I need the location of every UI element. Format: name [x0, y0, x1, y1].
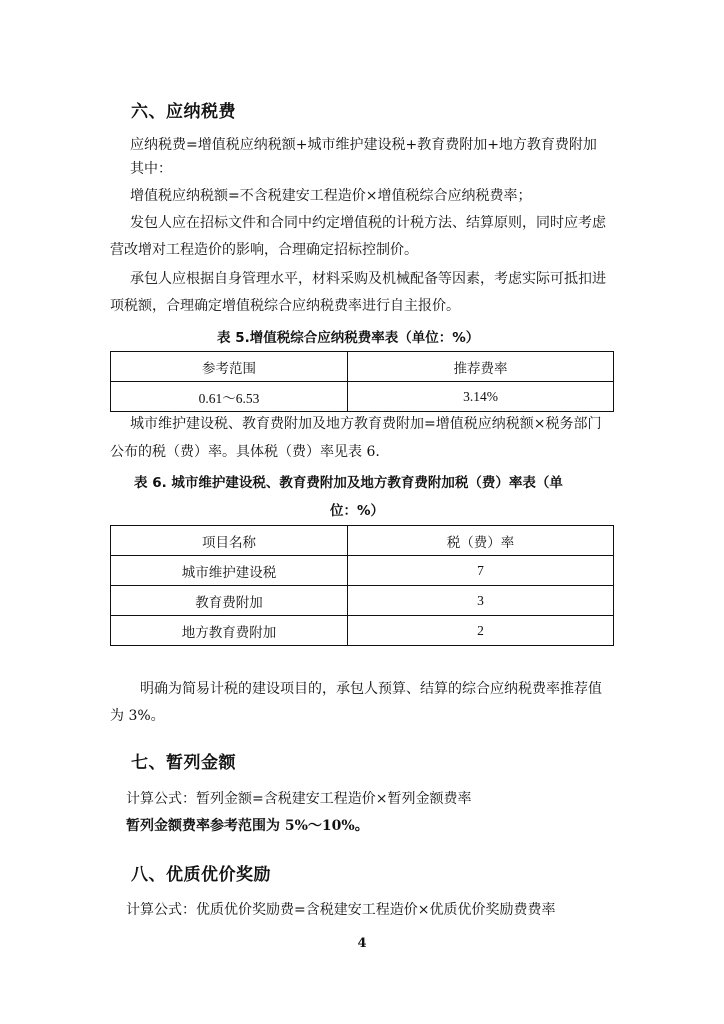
table5-caption: 表 5.增值税综合应纳税费率表（单位：%）	[217, 330, 480, 346]
table-cell: 2	[348, 616, 614, 646]
paragraph-among: 其中：	[130, 161, 172, 177]
table-cell: 3.14%	[348, 382, 614, 412]
section-6-title: 六、应纳税费	[131, 102, 236, 122]
table-cell: 地方教育费附加	[111, 616, 348, 646]
paragraph-tax-formula: 应纳税费=增值税应纳税额+城市维护建设税+教育费附加+地方教育费附加	[130, 137, 597, 153]
paragraph-urban-tax-line2: 公布的税（费）率。具体税（费）率见表 6.	[110, 444, 380, 460]
paragraph-simple-tax-line2: 为 3%。	[110, 708, 165, 724]
paragraph-provisional-range: 暂列金额费率参考范围为 5%～10%。	[126, 818, 369, 834]
paragraph-urban-tax-line1: 城市维护建设税、教育费附加及地方教育费附加=增值税应纳税额×税务部门	[130, 416, 602, 432]
paragraph-employer-line1: 发包人应在招标文件和合同中约定增值税的计税方法、结算原则，同时应考虑	[130, 215, 606, 231]
table-header-cell: 税（费）率	[348, 526, 614, 556]
paragraph-provisional-formula: 计算公式：暂列金额=含税建安工程造价×暂列金额费率	[126, 791, 472, 807]
paragraph-employer-line2: 营改增对工程造价的影响，合理确定招标控制价。	[110, 242, 418, 258]
table-cell: 7	[348, 556, 614, 586]
table-row	[111, 556, 614, 586]
paragraph-simple-tax-line1: 明确为简易计税的建设项目的，承包人预算、结算的综合应纳税费率推荐值	[140, 681, 602, 697]
table-header-cell: 参考范围	[111, 352, 348, 382]
paragraph-vat-formula: 增值税应纳税额=不含税建安工程造价×增值税综合应纳税费率；	[130, 188, 532, 204]
table-cell: 城市维护建设税	[111, 556, 348, 586]
table6-caption-line1: 表 6. 城市维护建设税、教育费附加及地方教育费附加税（费）率表（单	[134, 475, 563, 491]
table-cell: 3	[348, 586, 614, 616]
section-7-title: 七、暂列金额	[131, 753, 236, 773]
table-row	[111, 616, 614, 646]
table-header-cell: 项目名称	[111, 526, 348, 556]
table-header-cell: 推荐费率	[348, 352, 614, 382]
table-cell: 0.61～6.53	[111, 382, 348, 412]
table6-caption-line2: 位：%）	[330, 503, 385, 519]
table-row	[111, 586, 614, 616]
paragraph-bonus-formula: 计算公式：优质优价奖励费=含税建安工程造价×优质优价奖励费费率	[126, 902, 556, 918]
page-number: 4	[357, 936, 367, 951]
table-header-row	[111, 526, 614, 556]
paragraph-contractor-line2: 项税额，合理确定增值税综合应纳税费率进行自主报价。	[110, 298, 460, 314]
table-cell: 教育费附加	[111, 586, 348, 616]
paragraph-contractor-line1: 承包人应根据自身管理水平，材料采购及机械配备等因素，考虑实际可抵扣进	[130, 271, 606, 287]
table-row	[111, 382, 614, 412]
table5	[110, 351, 614, 412]
section-8-title: 八、优质优价奖励	[131, 865, 271, 885]
table-header-row	[111, 352, 614, 382]
table6	[110, 525, 614, 646]
